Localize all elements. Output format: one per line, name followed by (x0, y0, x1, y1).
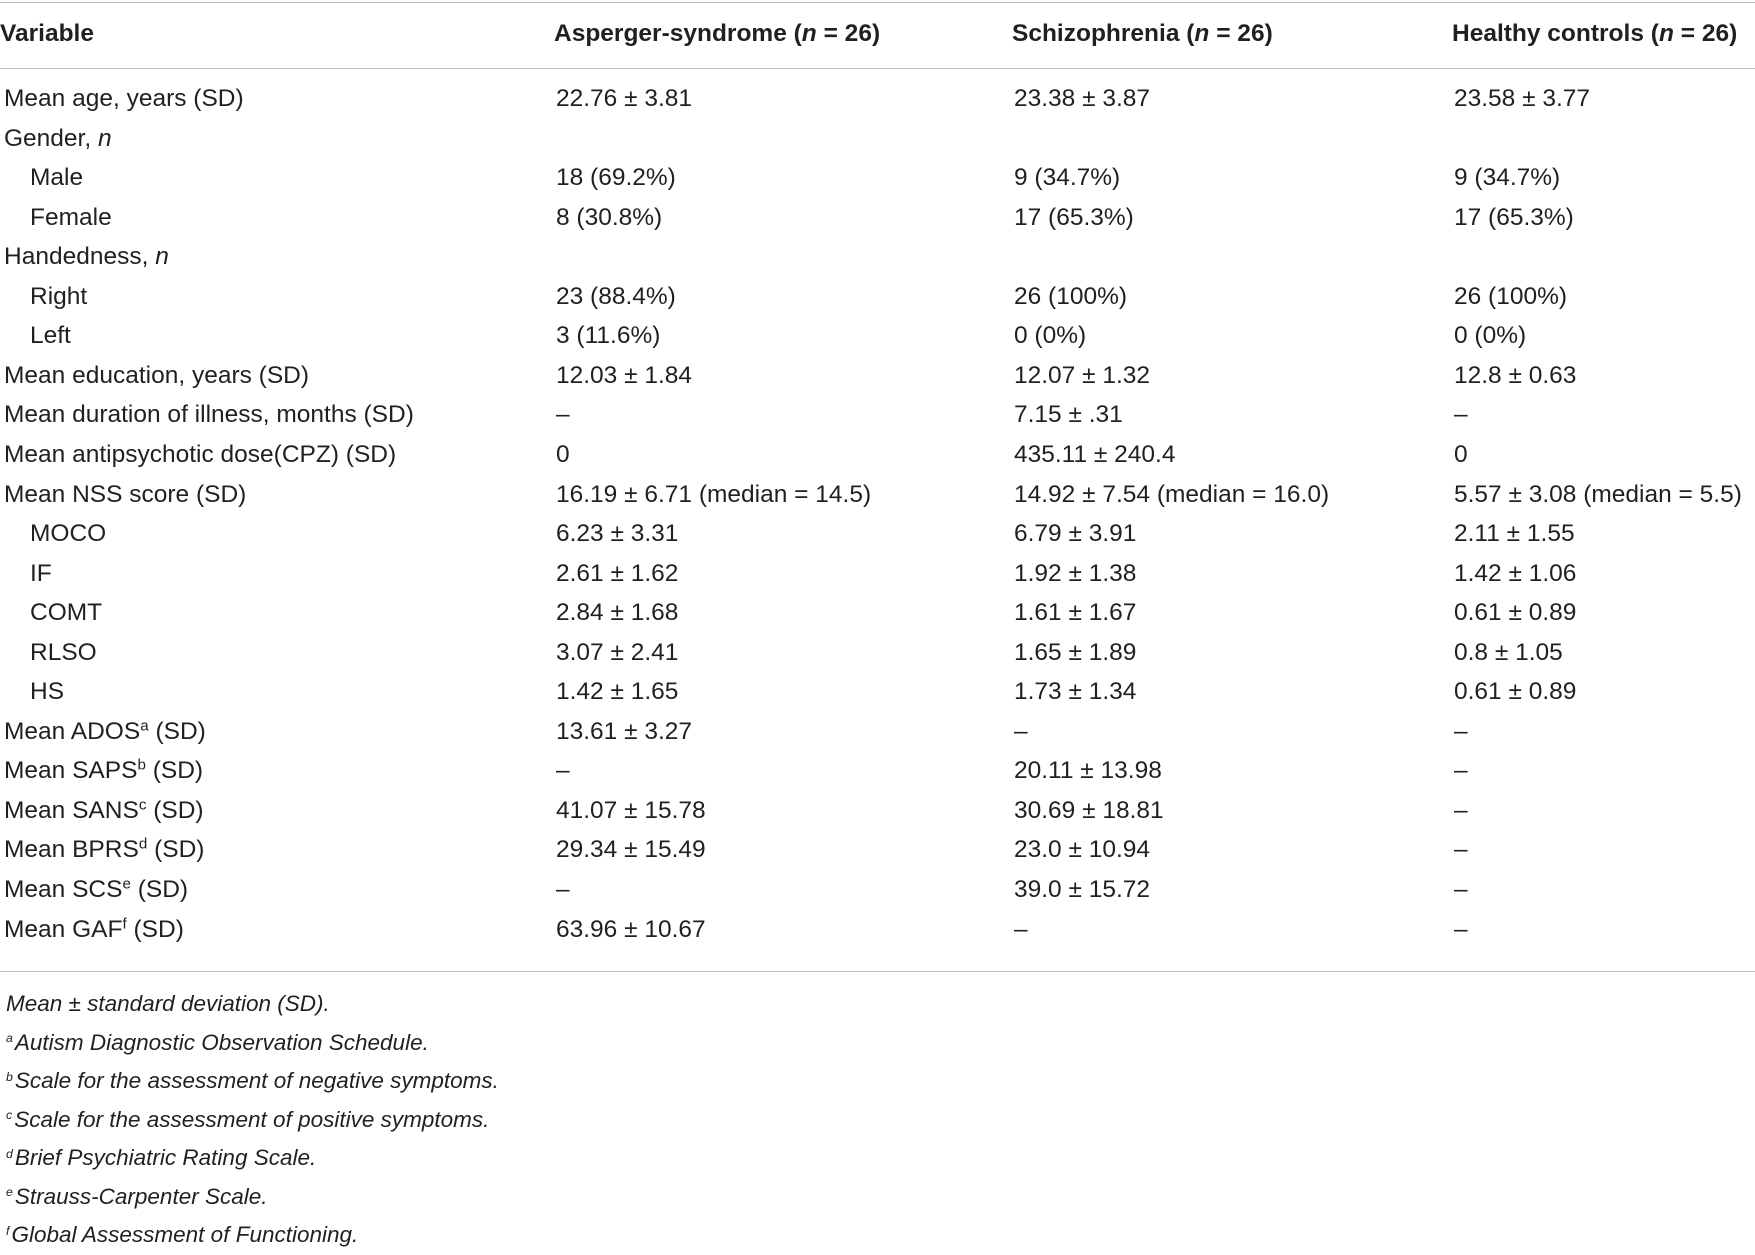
table-cell: 23.0 ± 10.94 (1014, 836, 1151, 864)
table-cell: 12.07 ± 1.32 (1014, 361, 1151, 389)
table-row (0, 870, 1755, 910)
table-row (0, 791, 1755, 831)
header-healthy-controls: Healthy controls (n = 26) (1452, 20, 1738, 47)
table-row (0, 672, 1755, 712)
table-cell: 16.19 ± 6.71 (median = 14.5) (556, 480, 872, 508)
table-cell: – (556, 876, 570, 903)
footnote-marker: c (6, 1108, 13, 1123)
footnote-marker: f (6, 1223, 10, 1238)
table-cell: 63.96 ± 10.67 (556, 915, 706, 943)
footnote-text: Brief Psychiatric Rating Scale. (14, 1145, 317, 1170)
table-row (0, 119, 1755, 159)
row-label: Right (30, 282, 88, 310)
table-cell: – (1454, 836, 1468, 864)
table-cell: 435.11 ± 240.4 (1014, 440, 1176, 468)
row-label: Gender, n (4, 124, 112, 152)
table-cell: – (556, 757, 570, 785)
table-row (0, 593, 1755, 633)
table-cell: 14.92 ± 7.54 (median = 16.0) (1014, 480, 1330, 508)
header-asperger: Asperger-syndrome (n = 26) (554, 20, 881, 47)
footnote (6, 1101, 1746, 1140)
table-cell: 22.76 ± 3.81 (556, 85, 693, 112)
table-cell: 30.69 ± 18.81 (1014, 796, 1164, 824)
table-row (0, 435, 1755, 475)
table-cell: 12.03 ± 1.84 (556, 361, 693, 389)
table-cell: 1.65 ± 1.89 (1014, 638, 1137, 666)
footnote (6, 1024, 1746, 1063)
footnote (6, 1139, 1746, 1178)
table-cell: 1.42 ± 1.06 (1454, 559, 1577, 587)
table-cell: 20.11 ± 13.98 (1014, 757, 1162, 785)
table-cell: 18 (69.2%) (556, 164, 676, 192)
table-cell: 0 (0%) (1454, 322, 1527, 350)
table-cell: – (556, 401, 570, 429)
footnote-text: Autism Diagnostic Observation Schedule. (14, 1029, 429, 1055)
table-row (0, 830, 1755, 870)
row-label: COMT (30, 599, 103, 627)
table-cell: 6.79 ± 3.91 (1014, 520, 1137, 548)
row-label: Mean SAPS$^b$ (SD) (4, 757, 204, 785)
row-label: Mean age, years (SD) (4, 85, 244, 112)
row-label: Mean BPRS$^d$ (SD) (4, 836, 205, 864)
table-cell: 12.8 ± 0.63 (1454, 361, 1577, 389)
table-cell: 17 (65.3%) (1014, 203, 1134, 231)
table-cell: – (1454, 757, 1468, 785)
table-cell: 0.8 ± 1.05 (1454, 638, 1563, 666)
table-footnotes (6, 985, 1746, 1255)
table-cell: 13.61 ± 3.27 (556, 717, 693, 745)
table-cell: 0.61 ± 0.89 (1454, 599, 1577, 627)
footnote-text: Scale for the assessment of negative symptoms. (14, 1068, 499, 1093)
row-label: Left (30, 322, 71, 350)
table-cell: 29.34 ± 15.49 (556, 836, 706, 864)
table-row (0, 158, 1755, 198)
footnote-text: Global Assessment of Functioning. (11, 1222, 359, 1247)
header-schizophrenia: Schizophrenia (n = 26) (1012, 20, 1273, 47)
table-cell: 26 (100%) (1454, 282, 1568, 310)
row-label: HS (30, 678, 65, 706)
table-row (0, 712, 1755, 752)
table-row (0, 237, 1755, 277)
table-header-row (0, 14, 1755, 54)
row-label: Handedness, n (4, 243, 169, 271)
footnote (6, 1216, 1746, 1255)
table-row (0, 395, 1755, 435)
table-cell: 6.23 ± 3.31 (556, 520, 679, 548)
table-row (0, 751, 1755, 791)
table-cell: 9 (34.7%) (1454, 164, 1561, 192)
table-cell: 39.0 ± 15.72 (1014, 876, 1151, 903)
table-row (0, 910, 1755, 950)
table-cell: – (1454, 876, 1468, 903)
row-label: Mean antipsychotic dose(CPZ) (SD) (4, 440, 397, 468)
table-cell: 2.61 ± 1.62 (556, 559, 679, 587)
footnote-marker: e (6, 1185, 13, 1200)
table-cell: 23 (88.4%) (556, 282, 676, 310)
footnote (6, 985, 1746, 1024)
table-cell: 0.61 ± 0.89 (1454, 678, 1577, 706)
table-cell: 1.42 ± 1.65 (556, 678, 679, 706)
table-top-rule (0, 2, 1755, 3)
table-row (0, 554, 1755, 594)
table-bottom-rule (0, 971, 1755, 972)
table-cell: 7.15 ± .31 (1014, 401, 1123, 429)
table-cell: – (1454, 796, 1468, 824)
table-cell: – (1454, 401, 1468, 429)
table-cell: 26 (100%) (1014, 282, 1128, 310)
footnote-marker: b (6, 1069, 13, 1084)
footnote-text: Strauss-Carpenter Scale. (14, 1183, 268, 1209)
table-cell: 3.07 ± 2.41 (556, 638, 679, 666)
table-row (0, 356, 1755, 396)
row-label: Mean SANS$^c$ (SD) (4, 796, 204, 824)
table-cell: 3 (11.6%) (556, 322, 661, 350)
table-cell: 23.38 ± 3.87 (1014, 85, 1151, 112)
table-cell: – (1014, 717, 1028, 745)
row-label: Mean GAF$^f$ (SD) (4, 915, 184, 943)
table-cell: 0 (1454, 440, 1468, 468)
footnote-text: Mean ± standard deviation (SD). (6, 991, 330, 1016)
row-label: Mean education, years (SD) (4, 361, 310, 389)
table-cell: 0 (0%) (1014, 322, 1087, 350)
table-row (0, 277, 1755, 317)
table-row (0, 79, 1755, 119)
row-label: RLSO (30, 638, 97, 666)
table-cell: 2.84 ± 1.68 (556, 599, 679, 627)
table-cell: 23.58 ± 3.77 (1454, 85, 1591, 112)
table-cell: 8 (30.8%) (556, 203, 663, 231)
row-label: Mean SCS$^e$ (SD) (4, 875, 189, 903)
table-cell: 9 (34.7%) (1014, 164, 1121, 192)
table-cell: 2.11 ± 1.55 (1454, 520, 1575, 548)
footnote-text: Scale for the assessment of positive symptoms. (14, 1106, 490, 1132)
row-label: MOCO (30, 520, 107, 548)
row-label: IF (30, 559, 52, 587)
table-cell: 0 (556, 440, 570, 468)
footnote-marker: a (6, 1031, 13, 1046)
table-row (0, 475, 1755, 515)
table-row (0, 633, 1755, 673)
header-variable: Variable (0, 20, 94, 47)
table-cell: 17 (65.3%) (1454, 203, 1574, 231)
row-label: Male (30, 164, 84, 192)
footnote (6, 1178, 1746, 1217)
table-row (0, 316, 1755, 356)
table-cell: 1.61 ± 1.67 (1014, 599, 1137, 627)
table-cell: – (1014, 915, 1028, 943)
row-label: Mean NSS score (SD) (4, 480, 247, 508)
table-row (0, 514, 1755, 554)
footnote-marker: d (6, 1146, 13, 1161)
table-cell: – (1454, 915, 1468, 943)
table-header-rule (0, 68, 1755, 69)
table-cell: 1.73 ± 1.34 (1014, 678, 1137, 706)
row-label: Mean ADOS$^a$ (SD) (4, 717, 206, 745)
footnote (6, 1062, 1746, 1101)
table-cell: 1.92 ± 1.38 (1014, 559, 1137, 587)
table-cell: 5.57 ± 3.08 (median = 5.5) (1454, 480, 1742, 508)
row-label: Mean duration of illness, months (SD) (4, 401, 414, 429)
table-row (0, 198, 1755, 238)
table-cell: 41.07 ± 15.78 (556, 796, 706, 824)
table-cell: – (1454, 717, 1468, 745)
row-label: Female (30, 203, 112, 231)
